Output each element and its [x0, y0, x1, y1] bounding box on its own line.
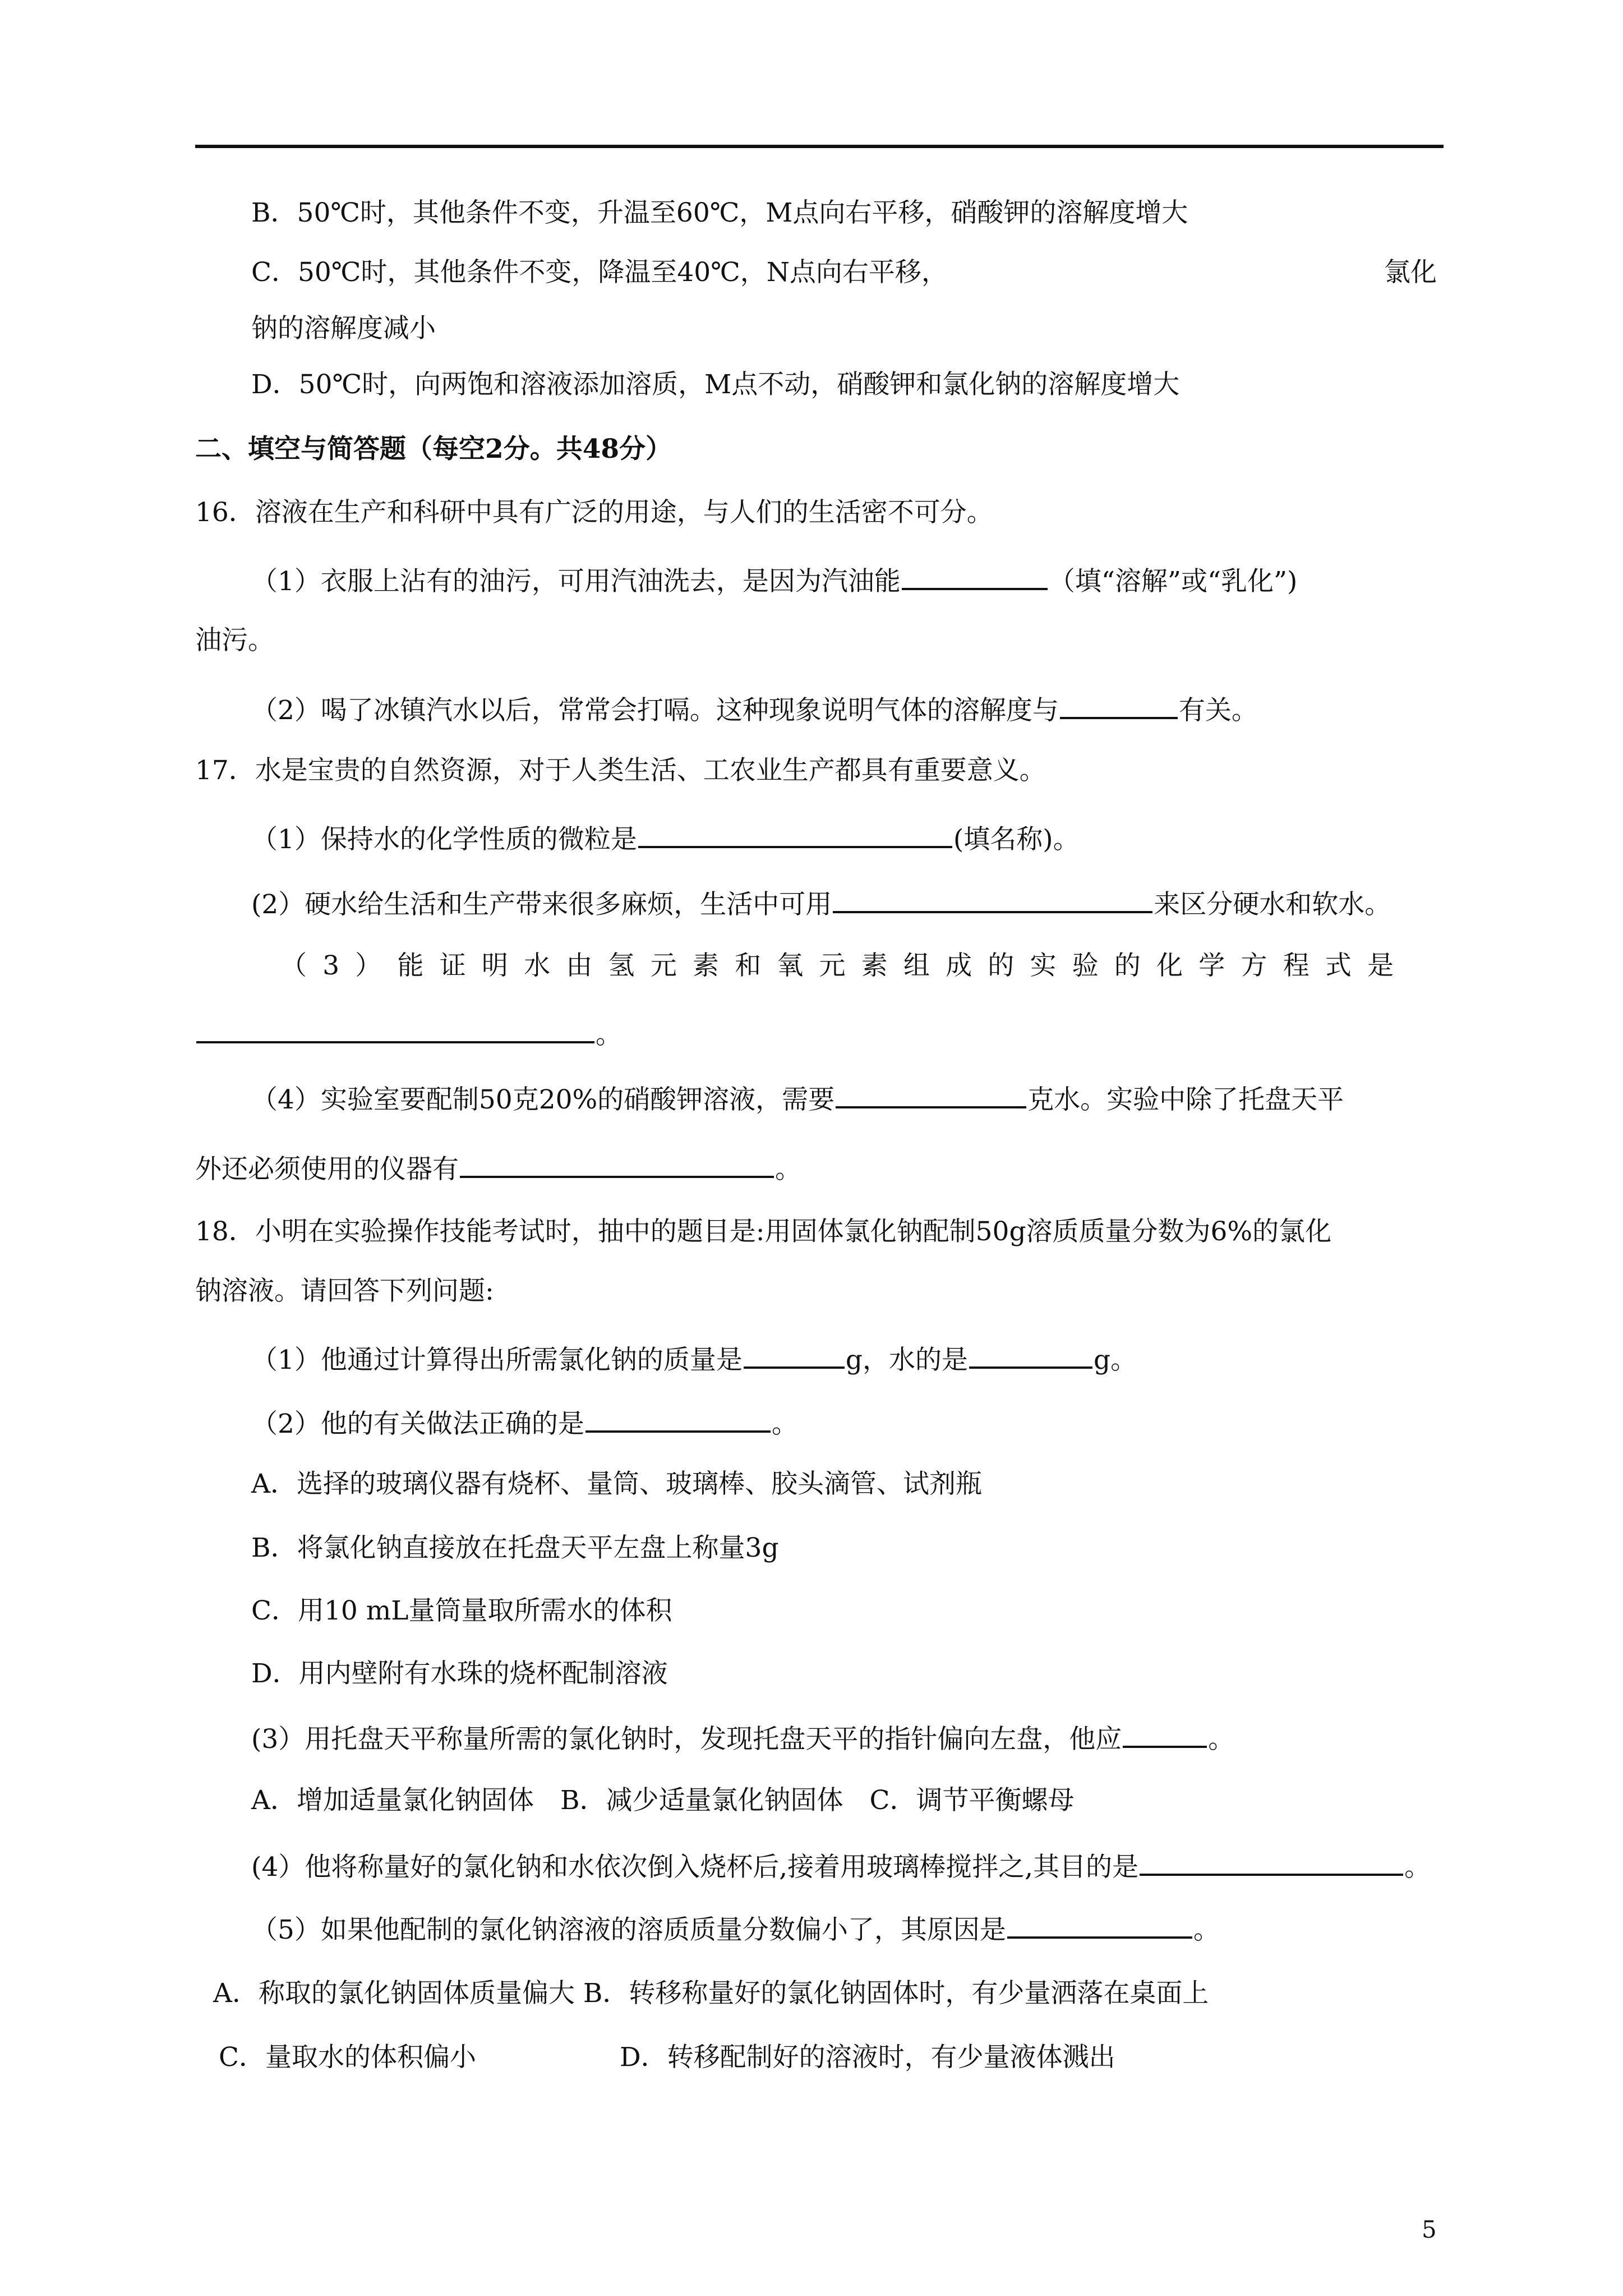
q17-part1 [251, 820, 1080, 854]
q18-stem-cont: 钠溶液。请回答下列问题: [195, 1276, 494, 1306]
q18-part3 [251, 1720, 1234, 1754]
q18-part5-end: 。 [1193, 1915, 1220, 1945]
q16-part1-cont: 油污。 [195, 625, 274, 656]
q18-part3-end: 。 [1208, 1724, 1235, 1755]
option-c-continued: 钠的溶解度减小 [251, 313, 436, 344]
q17-part3-answer [195, 1015, 622, 1049]
q16-part2-text: （2）喝了冰镇汽水以后，常常会打嗝。这种现象说明气体的溶解度与 [251, 695, 1059, 726]
q17-part2 [251, 885, 1391, 919]
answer-blank[interactable] [638, 820, 952, 848]
q17-part4-text: （4）实验室要配制50克20%的硝酸钾溶液，需要 [251, 1084, 835, 1115]
q16-stem: 16．溶液在生产和科研中具有广泛的用途，与人们的生活密不可分。 [195, 497, 993, 528]
q17-part2-tail: 来区分硬水和软水。 [1154, 889, 1391, 920]
q18-part5-options-ab: A．称取的氯化钠固体质量偏大 B．转移称量好的氯化钠固体时，有少量洒落在桌面上 [213, 1978, 1209, 2009]
q16-part1-hint: （填“溶解”或“乳化”) [1048, 566, 1298, 597]
q18-part4 [251, 1848, 1431, 1881]
q16-part1 [251, 562, 1297, 596]
q18-part5-text: （5）如果他配制的氯化钠溶液的溶质质量分数偏小了，其原因是 [251, 1915, 1006, 1945]
option-d: D．50℃时，向两饱和溶液添加溶质，M点不动，硝酸钾和氯化钠的溶解度增大 [251, 369, 1180, 400]
option-b: B．50℃时，其他条件不变，升温至60℃，M点向右平移，硝酸钾的溶解度增大 [251, 197, 1188, 228]
q18-part1-end: g。 [1094, 1345, 1137, 1375]
q17-part1-text: （1）保持水的化学性质的微粒是 [251, 824, 637, 855]
q17-part4 [251, 1080, 1344, 1114]
q17-part4-cont [195, 1150, 801, 1184]
q18-part2-end: 。 [771, 1409, 798, 1439]
q18-part1 [251, 1341, 1137, 1374]
answer-blank[interactable] [1060, 691, 1178, 719]
q16-part1-text: （1）衣服上沾有的油污，可用汽油洗去，是因为汽油能 [251, 566, 901, 597]
answer-blank[interactable] [460, 1150, 774, 1178]
answer-blank[interactable] [1140, 1848, 1403, 1876]
option-c-text: C．50℃时，其他条件不变，降温至40℃，N点向右平移， [251, 257, 948, 288]
q17-part4-mid: 克水。实验中除了托盘天平 [1027, 1084, 1344, 1115]
q18-part5-option-c: C．量取水的体积偏小 [219, 2042, 476, 2073]
header-rule [195, 145, 1444, 148]
q18-part5-option-d: D．转移配制好的溶液时，有少量液体溅出 [620, 2042, 1115, 2073]
answer-blank[interactable] [833, 885, 1152, 913]
q18-part5 [251, 1911, 1220, 1944]
q18-part1-text: （1）他通过计算得出所需氯化钠的质量是 [251, 1345, 743, 1375]
q17-stem: 17．水是宝贵的自然资源，对于人类生活、工农业生产都具有重要意义。 [195, 755, 1046, 786]
q17-part2-text: (2）硬水给生活和生产带来很多麻烦，生活中可用 [251, 889, 832, 920]
q18-part4-text: (4）他将称量好的氯化钠和水依次倒入烧杯后,接着用玻璃棒搅拌之,其目的是 [251, 1852, 1139, 1883]
q18-part2-option-d: D．用内壁附有水珠的烧杯配制溶液 [251, 1658, 668, 1689]
q18-part2-text: （2）他的有关做法正确的是 [251, 1409, 584, 1439]
q18-part2 [251, 1405, 798, 1438]
q18-part3-text: (3）用托盘天平称量所需的氯化钠时，发现托盘天平的指针偏向左盘，他应 [251, 1724, 1122, 1755]
answer-blank[interactable] [1007, 1911, 1192, 1939]
q18-part4-end: 。 [1404, 1852, 1431, 1883]
q18-stem: 18．小明在实验操作技能考试时，抽中的题目是:用固体氯化钠配制50g溶质质量分数为6%的氯化 [195, 1216, 1332, 1247]
q17-part4-end: 。 [775, 1154, 801, 1185]
q18-part2-option-b: B．将氯化钠直接放在托盘天平左盘上称量3g [251, 1533, 779, 1563]
q18-part2-option-c: C．用10 mL量筒量取所需水的体积 [251, 1595, 672, 1626]
q17-part1-tail: (填名称)。 [953, 824, 1080, 855]
answer-blank[interactable] [744, 1341, 845, 1369]
q16-part2-tail: 有关。 [1178, 695, 1258, 726]
q16-part2 [251, 691, 1258, 725]
q17-part3: （3）能证明水由氢元素和氧元素组成的实验的化学方程式是 [280, 950, 1410, 981]
q18-part2-option-a: A．选择的玻璃仪器有烧杯、量筒、玻璃棒、胶头滴管、试剂瓶 [251, 1469, 982, 1499]
q18-part3-options: A．增加适量氯化钠固体 B．减少适量氯化钠固体 C．调节平衡螺母 [251, 1785, 1075, 1816]
q17-part3-end: 。 [596, 1019, 622, 1050]
q17-part4-cont-text: 外还必须使用的仪器有 [195, 1154, 459, 1185]
answer-blank[interactable] [196, 1015, 594, 1043]
answer-blank[interactable] [836, 1080, 1026, 1108]
q18-part1-mid: g，水的是 [845, 1345, 968, 1375]
page-number: 5 [1422, 2216, 1437, 2243]
answer-blank[interactable] [585, 1405, 771, 1433]
answer-blank[interactable] [902, 562, 1048, 590]
answer-blank[interactable] [1123, 1720, 1207, 1748]
option-c-line [251, 256, 1444, 289]
section-title: 二、填空与简答题（每空2分。共48分） [195, 434, 672, 464]
option-c-right: 氯化 [1384, 257, 1437, 288]
answer-blank[interactable] [969, 1341, 1092, 1369]
